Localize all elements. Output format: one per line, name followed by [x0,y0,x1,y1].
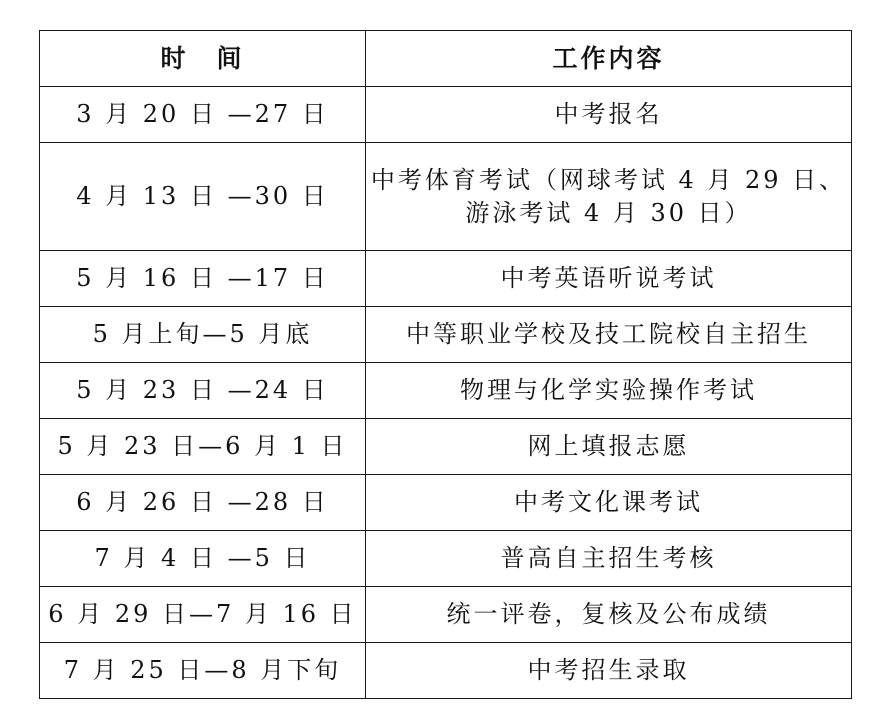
table-row [40,643,852,699]
cell-work: 中考报名 [366,87,852,143]
cell-time: 3 月 20 日 —27 日 [40,87,366,143]
table-row [40,307,852,363]
exam-schedule-table [39,30,852,699]
cell-time: 7 月 4 日 —5 日 [40,531,366,587]
cell-work: 中等职业学校及技工院校自主招生 [366,307,852,363]
table-row [40,419,852,475]
cell-work: 普高自主招生考核 [366,531,852,587]
cell-work: 物理与化学实验操作考试 [366,363,852,419]
table-row [40,251,852,307]
header-work-content: 工作内容 [366,31,852,87]
cell-time: 5 月 23 日 —24 日 [40,363,366,419]
table-row [40,143,852,251]
cell-work [366,143,852,251]
cell-work: 中考文化课考试 [366,475,852,531]
table-row [40,363,852,419]
table-header-row [40,31,852,87]
table-row [40,475,852,531]
cell-time: 5 月 16 日 —17 日 [40,251,366,307]
cell-time: 6 月 29 日—7 月 16 日 [40,587,366,643]
cell-work: 中考招生录取 [366,643,852,699]
header-time: 时 间 [40,31,366,87]
table-row [40,87,852,143]
cell-work: 中考英语听说考试 [366,251,852,307]
cell-time: 7 月 25 日—8 月下旬 [40,643,366,699]
cell-work: 统一评卷，复核及公布成绩 [366,587,852,643]
table-row [40,531,852,587]
cell-time: 4 月 13 日 —30 日 [40,143,366,251]
cell-work: 网上填报志愿 [366,419,852,475]
table-row [40,587,852,643]
cell-work-line: 游泳考试 4 月 30 日） [465,198,752,227]
cell-work-line: 中考体育考试（网球考试 4 月 29 日、 [370,166,847,195]
cell-time: 5 月 23 日—6 月 1 日 [40,419,366,475]
cell-time: 5 月上旬—5 月底 [40,307,366,363]
cell-time: 6 月 26 日 —28 日 [40,475,366,531]
